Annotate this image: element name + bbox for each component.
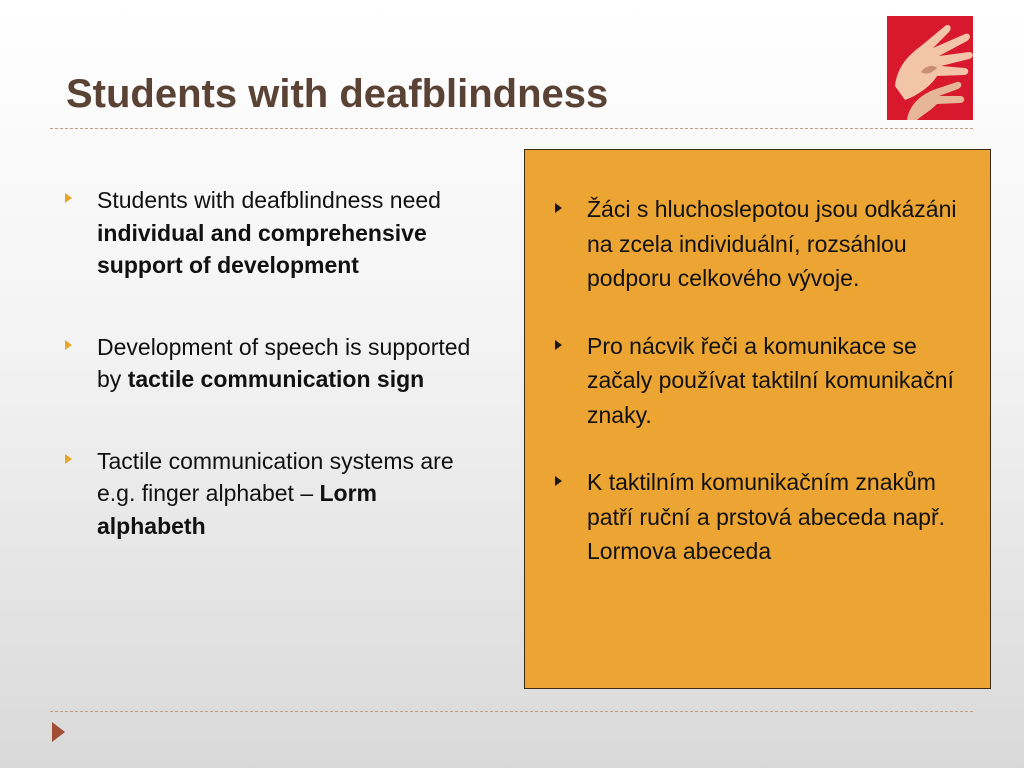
- hands-photo: [887, 16, 973, 120]
- top-divider: [50, 128, 973, 129]
- bullet-emphasis: tactile communication sign: [127, 366, 425, 392]
- czech-text-box: [524, 149, 991, 689]
- list-item: Žáci s hluchoslepotou jsou odkázáni na zcela individuální, rozsáhlou podporu celkového vývoje.: [555, 192, 975, 296]
- bullet-emphasis: Lorm alphabeth: [97, 480, 377, 539]
- list-item: [65, 331, 485, 396]
- list-item: K taktilním komunikačním znakům patří ruční a prstová abeceda např. Lormova abeceda: [555, 465, 975, 569]
- czech-bullet-list: [555, 192, 975, 602]
- bullet-text: Tactile communication systems are e.g. finger alphabet –: [97, 447, 454, 506]
- bullet-text: Students with deafblindness need: [97, 187, 441, 213]
- list-item: Pro nácvik řeči a komunikace se začaly používat taktilní komunikační znaky.: [555, 329, 975, 433]
- bullet-text: Development of speech is supported by: [97, 333, 471, 392]
- list-item: [65, 184, 485, 282]
- bullet-emphasis: individual and comprehensive support of development: [97, 219, 427, 278]
- play-arrow-icon[interactable]: [52, 722, 65, 742]
- bottom-divider: [50, 711, 973, 712]
- list-item: [65, 445, 485, 543]
- slide-title: Students with deafblindness: [66, 72, 609, 116]
- english-bullet-list: [65, 184, 485, 591]
